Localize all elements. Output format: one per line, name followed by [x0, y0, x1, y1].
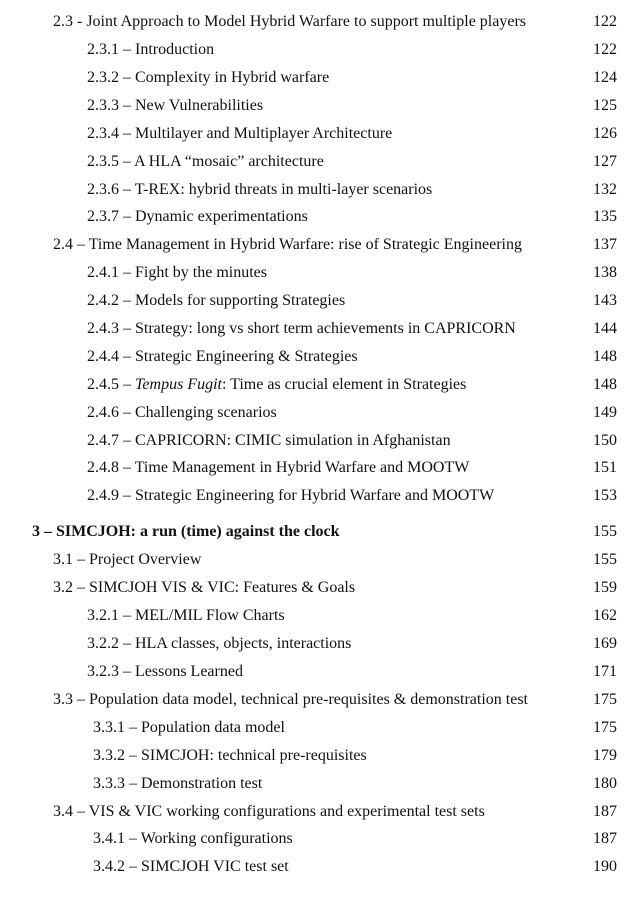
- toc-entry-2-3-6: [0, 178, 639, 202]
- toc-entry-3-3: [0, 688, 639, 712]
- toc-entry-3-2: [0, 576, 639, 600]
- toc-page-number: 155: [593, 523, 617, 540]
- toc-entry-title: 2.4.9 – Strategic Engineering for Hybrid Warfare and MOOTW: [87, 487, 495, 504]
- toc-entry-title: 3.3.2 – SIMCJOH: technical pre-requisites: [93, 747, 367, 764]
- toc-entry-title: 2.3.3 – New Vulnerabilities: [87, 97, 264, 114]
- toc-entry-3-4: [0, 800, 639, 824]
- toc-entry-2-4-4: [0, 345, 639, 369]
- toc-entry-title: 3.4 – VIS & VIC working configurations and experimental test sets: [53, 803, 485, 820]
- toc-entry-title: 2.3.2 – Complexity in Hybrid warfare: [87, 69, 330, 86]
- toc-entry-title: 2.3.5 – A HLA “mosaic” architecture: [87, 153, 324, 170]
- toc-page-number: 124: [593, 69, 617, 86]
- toc-page-number: 149: [593, 404, 617, 421]
- toc-entry-3-3-3: [0, 772, 639, 796]
- toc-page-number: 171: [593, 663, 617, 680]
- toc-entry-title: 2.3.1 – Introduction: [87, 41, 215, 58]
- toc-entry-title: 3.3 – Population data model, technical pre-requisites & demonstration test: [53, 691, 528, 708]
- toc-page-number: 169: [593, 635, 617, 652]
- toc-entry-2-4: [0, 233, 639, 257]
- toc-entry-title: 2.4.1 – Fight by the minutes: [87, 264, 267, 281]
- toc-entry-2-4-5: [0, 373, 639, 397]
- toc-entry-2-3-2: [0, 66, 639, 90]
- toc-page-number: 148: [593, 376, 617, 393]
- toc-entry-title: 3.3.3 – Demonstration test: [93, 775, 263, 792]
- toc-entry-2-4-9: [0, 484, 639, 508]
- toc-page-number: 143: [593, 292, 617, 309]
- toc-entry-3-2-3: [0, 660, 639, 684]
- toc-entry-2-3-7: [0, 205, 639, 229]
- toc-page-number: 135: [593, 208, 617, 225]
- toc-entry-title: 3.1 – Project Overview: [53, 551, 202, 568]
- toc-entry-title: 2.4.2 – Models for supporting Strategies: [87, 292, 346, 309]
- toc-entry-title: 3 – SIMCJOH: a run (time) against the clock: [32, 523, 340, 540]
- toc-entry-title: 2.4.4 – Strategic Engineering & Strategies: [87, 348, 358, 365]
- toc-entry-3-2-2: [0, 632, 639, 656]
- toc-entry-title: 2.3.4 – Multilayer and Multiplayer Architecture: [87, 125, 393, 142]
- toc-page-number: 148: [593, 348, 617, 365]
- toc-entry-title: 3.2.3 – Lessons Learned: [87, 663, 243, 680]
- toc-entry-3-3-1: [0, 716, 639, 740]
- toc-entry-3-3-2: [0, 744, 639, 768]
- toc-entry-3-1: [0, 548, 639, 572]
- toc-page-number: 179: [593, 747, 617, 764]
- toc-entry-title: 2.4.6 – Challenging scenarios: [87, 404, 277, 421]
- toc-entry-title: 2.3 - Joint Approach to Model Hybrid Warfare to support multiple players: [53, 13, 526, 30]
- toc-entry-2-4-1: [0, 261, 639, 285]
- toc-entry-3-2-1: [0, 604, 639, 628]
- toc-entry-title: 2.4.8 – Time Management in Hybrid Warfare and MOOTW: [87, 459, 470, 476]
- toc-entry-title: 3.2.1 – MEL/MIL Flow Charts: [87, 607, 285, 624]
- toc-page-number: 144: [593, 320, 617, 337]
- toc-entry-2-4-6: [0, 401, 639, 425]
- toc-page-number: 150: [593, 432, 617, 449]
- toc-entry-2-4-2: [0, 289, 639, 313]
- toc-entry-2-4-3: [0, 317, 639, 341]
- toc-entry-2-3-5: [0, 150, 639, 174]
- toc-entry-title: 3.2.2 – HLA classes, objects, interactions: [87, 635, 352, 652]
- toc-entry-3-4-2: [0, 855, 639, 879]
- toc-page-number: 132: [593, 181, 617, 198]
- toc-entry-2-3-1: [0, 38, 639, 62]
- toc-entry-title: 3.4.1 – Working configurations: [93, 830, 293, 847]
- toc-page-number: 138: [593, 264, 617, 281]
- toc-page-number: 187: [593, 803, 617, 820]
- toc-page-number: 137: [593, 236, 617, 253]
- toc-page-number: 180: [593, 775, 617, 792]
- toc-page-number: 127: [593, 153, 617, 170]
- toc-entry-2-3-4: [0, 122, 639, 146]
- toc-page-number: 175: [593, 719, 617, 736]
- toc-page-number: 153: [593, 487, 617, 504]
- toc-entry-title: 2.3.7 – Dynamic experimentations: [87, 208, 308, 225]
- toc-page-number: 151: [593, 459, 617, 476]
- toc-page-number: 162: [593, 607, 617, 624]
- toc-entry-2-4-8: [0, 456, 639, 480]
- toc-entry-title: 3.3.1 – Population data model: [93, 719, 285, 736]
- toc-entry-3-4-1: [0, 827, 639, 851]
- toc-page-number: 125: [593, 97, 617, 114]
- toc-entry-title: 2.3.6 – T-REX: hybrid threats in multi-layer scenarios: [87, 181, 433, 198]
- toc-entry-title: 2.4.5 – Tempus Fugit: Time as crucial element in Strategies: [87, 376, 467, 393]
- toc-entry-title: 3.4.2 – SIMCJOH VIC test set: [93, 858, 289, 875]
- toc-page-number: 159: [593, 579, 617, 596]
- toc-entry-title: 2.4.7 – CAPRICORN: CIMIC simulation in Afghanistan: [87, 432, 451, 449]
- toc-page-number: 122: [593, 13, 617, 30]
- toc-entry-2-3-3: [0, 94, 639, 118]
- toc-page-number: 155: [593, 551, 617, 568]
- toc-page-number: 190: [593, 858, 617, 875]
- toc-page-number: 126: [593, 125, 617, 142]
- toc-entry-title: 3.2 – SIMCJOH VIS & VIC: Features & Goals: [53, 579, 356, 596]
- toc-entry-chapter-3: [0, 520, 639, 544]
- toc-page-number: 122: [593, 41, 617, 58]
- italic-term: Tempus Fugit: [135, 376, 222, 393]
- toc-page-number: 187: [593, 830, 617, 847]
- toc-entry-title: 2.4.3 – Strategy: long vs short term achievements in CAPRICORN: [87, 320, 516, 337]
- toc-entry-2-4-7: [0, 429, 639, 453]
- toc-page-number: 175: [593, 691, 617, 708]
- toc-entry-title: 2.4 – Time Management in Hybrid Warfare: rise of Strategic Engineering: [53, 236, 522, 253]
- toc-entry-2-3: [0, 10, 639, 34]
